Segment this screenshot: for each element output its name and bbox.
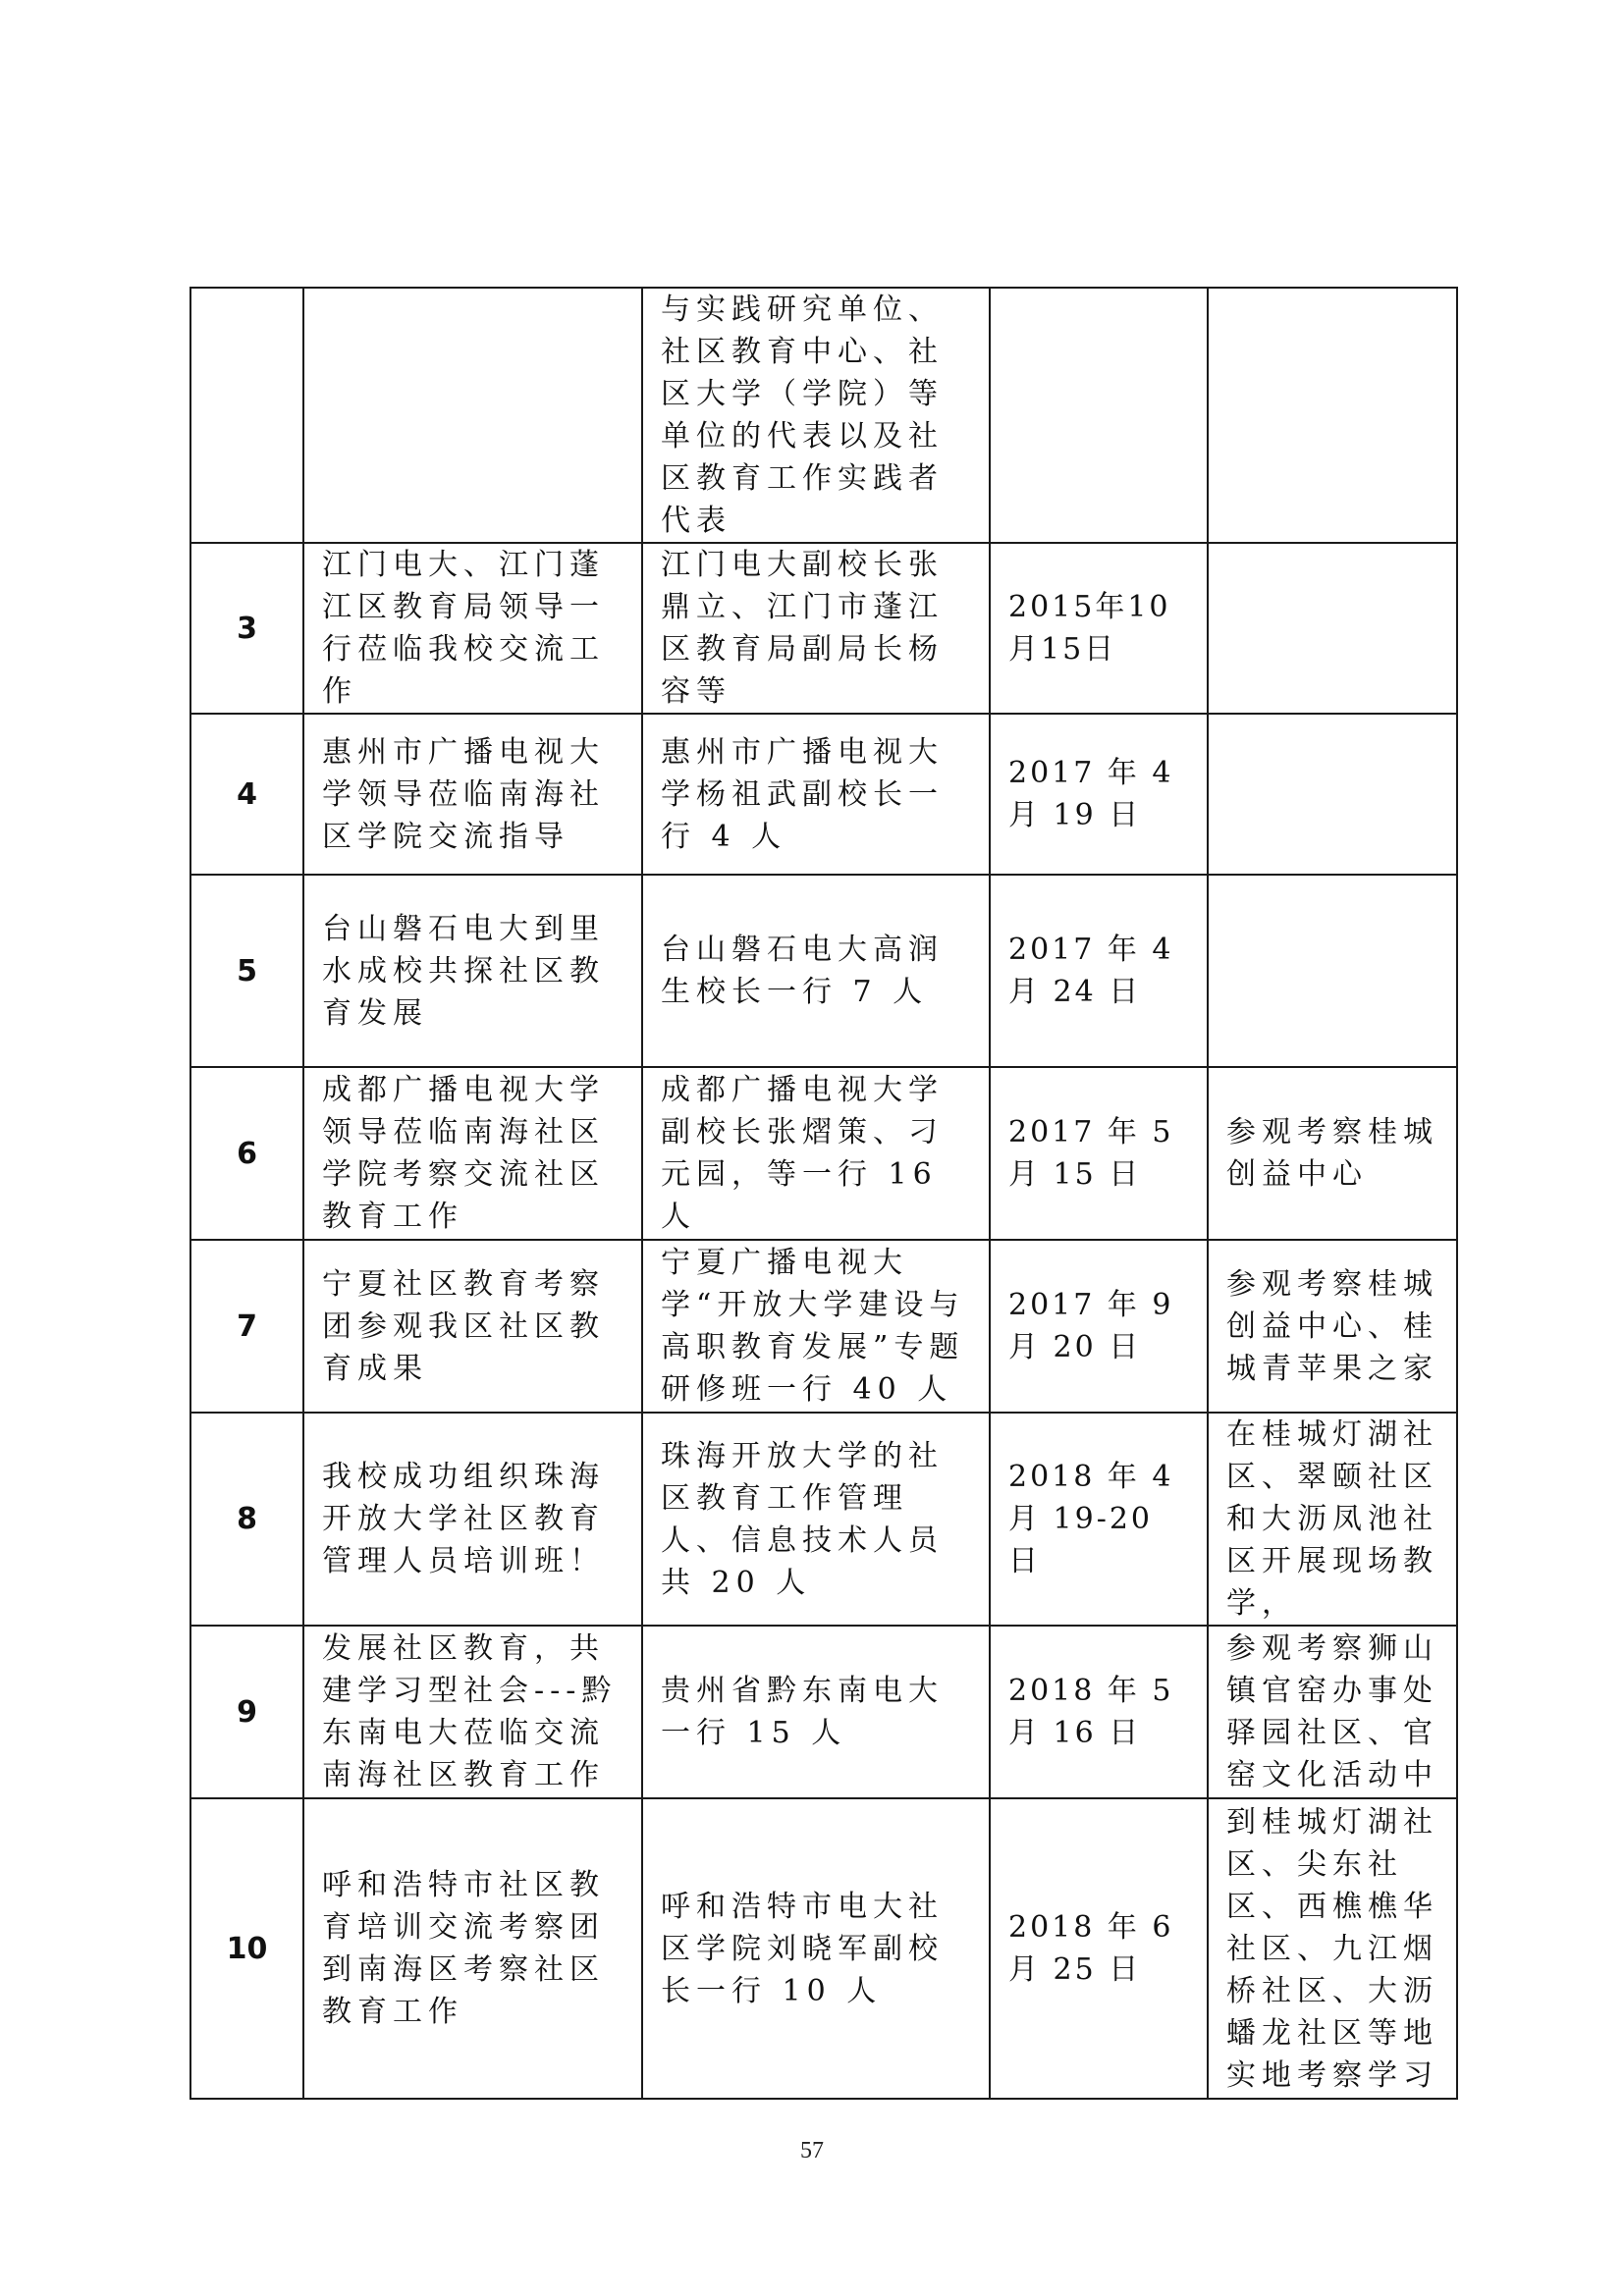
event-cell: 成都广播电视大学领导莅临南海社区学院考察交流社区教育工作 — [303, 1067, 642, 1240]
page-number: 57 — [800, 2138, 824, 2163]
notes-cell: 参观考察狮山镇官窑办事处驿园社区、官窑文化活动中 — [1208, 1626, 1457, 1798]
participants-cell: 呼和浩特市电大社区学院刘晓军副校长一行 10 人 — [642, 1798, 990, 2099]
notes-cell: 在桂城灯湖社区、翠颐社区和大沥凤池社区开展现场教学， — [1208, 1413, 1457, 1626]
event-cell: 我校成功组织珠海开放大学社区教育管理人员培训班！ — [303, 1413, 642, 1626]
row-number-cell: 3 — [190, 543, 303, 714]
date-cell: 2015年10月15日 — [990, 543, 1208, 714]
event-cell — [303, 288, 642, 543]
row-number-cell: 5 — [190, 875, 303, 1067]
event-cell: 发展社区教育，共建学习型社会---黔东南电大莅临交流南海社区教育工作 — [303, 1626, 642, 1798]
table-row — [190, 875, 1457, 1067]
table-row — [190, 1626, 1457, 1798]
date-cell: 2017 年 4 月 24 日 — [990, 875, 1208, 1067]
event-cell: 宁夏社区教育考察团参观我区社区教育成果 — [303, 1240, 642, 1413]
event-cell: 呼和浩特市社区教育培训交流考察团到南海区考察社区教育工作 — [303, 1798, 642, 2099]
table-row — [190, 714, 1457, 875]
participants-cell: 珠海开放大学的社区教育工作管理人、信息技术人员共 20 人 — [642, 1413, 990, 1626]
notes-cell — [1208, 288, 1457, 543]
date-cell: 2017 年 5 月 15 日 — [990, 1067, 1208, 1240]
row-number-cell: 10 — [190, 1798, 303, 2099]
row-number-cell — [190, 288, 303, 543]
notes-cell — [1208, 543, 1457, 714]
notes-cell: 到桂城灯湖社区、尖东社区、西樵樵华社区、九江烟桥社区、大沥蟠龙社区等地实地考察学习 — [1208, 1798, 1457, 2099]
row-number-cell: 8 — [190, 1413, 303, 1626]
participants-cell: 宁夏广播电视大学“开放大学建设与高职教育发展”专题研修班一行 40 人 — [642, 1240, 990, 1413]
date-cell: 2018 年 4 月 19-20 日 — [990, 1413, 1208, 1626]
table-row — [190, 1798, 1457, 2099]
participants-cell: 惠州市广播电视大学杨祖武副校长一行 4 人 — [642, 714, 990, 875]
visits-table — [189, 287, 1458, 2100]
participants-cell: 贵州省黔东南电大一行 15 人 — [642, 1626, 990, 1798]
table-row — [190, 1240, 1457, 1413]
table-row — [190, 1067, 1457, 1240]
date-cell: 2018 年 6 月 25 日 — [990, 1798, 1208, 2099]
row-number-cell: 7 — [190, 1240, 303, 1413]
date-cell: 2017 年 9 月 20 日 — [990, 1240, 1208, 1413]
event-cell: 台山磐石电大到里水成校共探社区教育发展 — [303, 875, 642, 1067]
participants-cell: 台山磐石电大高润生校长一行 7 人 — [642, 875, 990, 1067]
row-number-cell: 6 — [190, 1067, 303, 1240]
table-row — [190, 288, 1457, 543]
notes-cell: 参观考察桂城创益中心 — [1208, 1067, 1457, 1240]
event-cell: 江门电大、江门蓬江区教育局领导一行莅临我校交流工作 — [303, 543, 642, 714]
notes-cell — [1208, 875, 1457, 1067]
date-cell — [990, 288, 1208, 543]
notes-cell — [1208, 714, 1457, 875]
row-number-cell: 4 — [190, 714, 303, 875]
table-row — [190, 543, 1457, 714]
row-number-cell: 9 — [190, 1626, 303, 1798]
notes-cell: 参观考察桂城创益中心、桂城青苹果之家 — [1208, 1240, 1457, 1413]
table-row — [190, 1413, 1457, 1626]
participants-cell: 成都广播电视大学副校长张熠策、刁元园，等一行 16 人 — [642, 1067, 990, 1240]
event-cell: 惠州市广播电视大学领导莅临南海社区学院交流指导 — [303, 714, 642, 875]
date-cell: 2017 年 4 月 19 日 — [990, 714, 1208, 875]
participants-cell: 江门电大副校长张鼎立、江门市蓬江区教育局副局长杨容等 — [642, 543, 990, 714]
date-cell: 2018 年 5 月 16 日 — [990, 1626, 1208, 1798]
participants-cell: 与实践研究单位、社区教育中心、社区大学（学院）等单位的代表以及社区教育工作实践者代表 — [642, 288, 990, 543]
